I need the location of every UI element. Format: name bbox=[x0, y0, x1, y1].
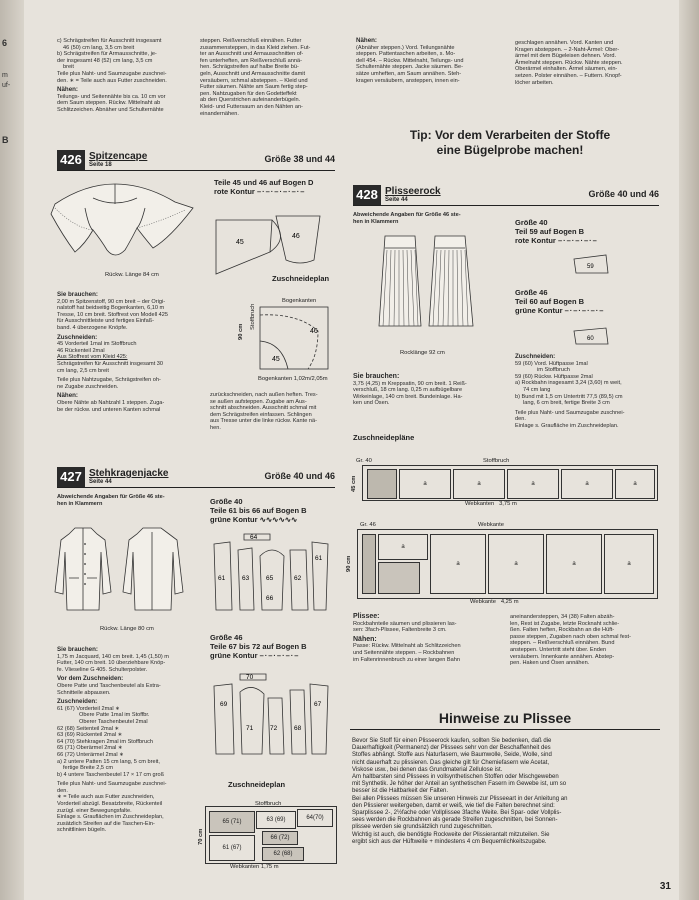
plan-top-label: Stoffbruch bbox=[483, 458, 510, 464]
model-428-plan-40 bbox=[362, 465, 658, 501]
piece-59-shape bbox=[572, 253, 612, 277]
plan-bottom-label: Bogenkanten 1,02m/2,05m bbox=[258, 376, 328, 382]
model-page-ref: Seite 44 bbox=[89, 479, 112, 485]
plan-piece: a bbox=[507, 469, 559, 499]
intro-mid-text: steppen. Reißverschluß einnähen. Futter zusammensteppen, in das Kleid ziehen. Fut- ter an Ausschnitt und Armausschnitten of- fen unterheften, am Reißverschluß annä- hen. Schrägstreifen auf halbe Breite bü- geln, Ausschnitt und Armausschnitte damit versäubern, schmal absteppen. – Kleid und Futter säumen. Nähte am Saum fertig step- pen. Nahtzugaben für den Godetteffekt ab den Querstrichen aufeinanderbügeln. Kleid- und Futtersaum an den Nähten an- einandernähen. bbox=[200, 38, 311, 117]
page-edge bbox=[679, 0, 699, 900]
model-number: 427 bbox=[57, 467, 85, 487]
plan-piece: 61 (67) bbox=[209, 835, 255, 861]
svg-text:62: 62 bbox=[294, 575, 302, 582]
page-number: 31 bbox=[659, 881, 671, 892]
svg-text:63: 63 bbox=[242, 575, 250, 582]
model-428-deviation: Abweichende Angaben für Größe 46 ste- hen in Klammern bbox=[353, 212, 461, 225]
plan-piece: 62 (68) bbox=[262, 847, 304, 861]
model-427-g46: Größe 46 Teile 67 bis 72 auf Bogen B grüne Kontur –·–·–·–·– bbox=[210, 633, 307, 660]
plan-piece: a bbox=[399, 469, 451, 499]
spine-number: 6 bbox=[2, 38, 8, 48]
model-427-cutting-plan bbox=[205, 806, 337, 864]
plan-bottom-label: Webkanten 1,75 m bbox=[230, 864, 279, 870]
hinweise-title: Hinweise zu Plissee bbox=[350, 710, 660, 730]
plan-piece: a bbox=[378, 534, 428, 560]
plan-piece: 63 (69) bbox=[256, 811, 296, 829]
svg-text:61: 61 bbox=[218, 575, 226, 582]
plan-piece: a bbox=[546, 534, 602, 594]
model-427-g40: Größe 40 Teile 61 bis 66 auf Bogen B grüne Kontur ∿∿∿∿∿∿ bbox=[210, 497, 307, 524]
plan-piece: 65 (71) bbox=[209, 811, 255, 833]
model-426-text-cont: zurückschneiden, nach außen heften. Tres- se außen aufsteppen. Zugabe am Aus- schnitt abschneiden. Ausschnitt schmal mit dem Schrägstreifen einfassen. Schlingen aus Tresse unter die linke rückw. Kante nä- hen. bbox=[210, 392, 318, 431]
svg-text:70: 70 bbox=[246, 674, 254, 681]
piece-60-shape bbox=[572, 326, 612, 348]
spine-mark: B bbox=[2, 135, 9, 145]
model-428-plissee: Plissee: Rockbahnteile säumen und plissieren las- sen: 3fach-Plissee, Faltenbreite 3 cm. Nähen: Passe: Rückw. Mittelnaht ab Schlitzzeichen und Seitennähte steppen. – Rockbahnen im Faltenrinnenbruch zu einer langen Bahn bbox=[353, 613, 461, 663]
intro-far-text: geschlagen annähen. Vord. Kanten und Kragen absteppen. – 2-Naht-Ärmel: Ober- ärmel mit dem Bügeleisen dehnen. Vord. Ärmelnaht steppen. Rückw. Nähte steppen. Oberärmel einhalten. Ärmel säumen, ein- setzen. Polster einnähen. – Futtern. Knopf- löcher arbeiten. bbox=[515, 40, 623, 86]
plan-piece: a bbox=[430, 534, 486, 594]
plan-piece: 64(70) bbox=[297, 809, 333, 827]
plan-size-label: Gr. 46 bbox=[360, 522, 376, 528]
model-427-header bbox=[57, 467, 335, 488]
model-size: Größe 38 und 44 bbox=[264, 154, 335, 164]
model-427-caption: Rückw. Länge 80 cm bbox=[100, 626, 154, 632]
model-426-caption: Rückw. Länge 84 cm bbox=[105, 272, 159, 278]
model-428-g40: Größe 40 Teil 59 auf Bogen B rote Kontur –·–·–·–·– bbox=[515, 218, 598, 245]
model-428-caption: Rocklänge 92 cm bbox=[400, 350, 445, 356]
model-428-plan-46 bbox=[357, 529, 658, 599]
plan-bottom-label: Webkanten 3,75 m bbox=[465, 501, 517, 507]
plan-top-label: Webkante bbox=[478, 522, 504, 528]
plan-dimension: 45 cm bbox=[351, 475, 357, 492]
piece-46: 46 bbox=[292, 233, 300, 240]
intro-left-text: c) Schrägstreifen für Ausschnitt insgesamt 46 (50) cm lang, 3,5 cm breit b) Schrägstreifen für Armausschnitte, je- der insgesamt 48 (52) cm lang, 3,5 cm breit Teile plus Naht- und Saumzugabe zuschnei- den. ∗ = Teile auch aus Futter zuschneiden. Nähen: Teilungs- und Seitennähte bis ca. 10 cm vor dem Saum steppen. Rückw. Mittelnaht ab Schlitzzeichen. Abnäher und Schulternähte bbox=[57, 38, 167, 113]
model-428-plan-title: Zuschneidepläne bbox=[353, 433, 415, 442]
svg-text:69: 69 bbox=[220, 701, 228, 708]
hinweise-text: Bevor Sie Stoff für einen Plisseerock kaufen, sollten Sie bedenken, daß die Dauerhaftigkeit (Permanenz) der Plissees sehr von der Beschaffenheit des Stoffes abhängt. Stoffe aus Naturfasern, wie Baumwolle, Seide, Wolle, sind nicht dauerhaft zu plissieren. Das gleiche gilt für Chemiefasern wie Acetat, Viskose usw., bei denen das Grundmaterial Zellulose ist. Am haltbarsten sind Plissees in vollsynthetischen Stoffen oder Mischgeweben mit Synthetik. Je höher der Anteil an synthetischen Fasern im Gewebe ist, um so besser ist die Haltbarkeit der Falten. Bei allen Plissees müssen Sie unseren Hinweis zur Plisseeart in der Anleitung an den Plissierer weitergeben, damit er weiß, wie tief die Falten berechnet sind: Sparplissee 2-, 2½fache oder Vollplissee 3fache Weite. Bei Spar- oder Vollplis- sees werden die Rockbahnen als gerade Streifen zugeschnitten, bei Sonnen- plissee werden sie grundsätzlich rund zugeschnitten. Wichtig ist auch, die benötigte Rockweite der Plissierantalt mitzuteilen. Sie ergibt sich aus der Hüftweite + mindestens 4 cm Bequemlichkeitszugabe. bbox=[352, 738, 568, 845]
plan-piece: a bbox=[488, 534, 544, 594]
tip-banner: Tip: Vor dem Verarbeiten der Stoffe eine Bügelprobe machen! bbox=[409, 128, 611, 157]
model-426-teile: Teile 45 und 46 auf Bogen D rote Kontur –·–·–·–·–·– bbox=[214, 178, 314, 196]
svg-text:45: 45 bbox=[272, 356, 280, 363]
model-427-pattern-40 bbox=[210, 530, 335, 620]
plan-piece bbox=[362, 534, 376, 594]
model-428-header bbox=[353, 185, 659, 206]
svg-text:46: 46 bbox=[310, 328, 318, 335]
piece-45: 45 bbox=[236, 239, 244, 246]
intro-right-text: Nähen: (Abnäher steppen.) Vord. Teilungsnähte steppen. Pattentaschen arbeiten, s. Mo- dell 454. – Rückw. Mittelnaht, Teilungs- und Schulternähte steppen. Jacke säumen. Be- sätze umheften, am Saum annähen. Steh- kragen versäubern, ansteppen, innen ein- bbox=[356, 37, 464, 84]
plan-dimension: 90 cm bbox=[238, 323, 244, 340]
plan-piece: 66 (72) bbox=[262, 831, 298, 845]
plan-piece bbox=[378, 562, 420, 594]
spine-mark: m bbox=[2, 72, 8, 79]
plan-dimension: 70 cm bbox=[198, 828, 204, 845]
plan-top-label: Stoffbruch bbox=[255, 801, 282, 807]
model-426-plan-title: Zuschneideplan bbox=[272, 274, 330, 283]
plan-side-label: Stoffbruch bbox=[250, 303, 256, 330]
model-427-deviation: Abweichende Angaben für Größe 46 ste- hen in Klammern bbox=[57, 494, 165, 507]
model-title: Stehkragenjacke bbox=[89, 468, 169, 479]
model-size: Größe 40 und 46 bbox=[588, 189, 659, 199]
svg-text:64: 64 bbox=[250, 534, 258, 541]
svg-text:66: 66 bbox=[266, 595, 274, 602]
model-size: Größe 40 und 46 bbox=[264, 471, 335, 481]
svg-text:59: 59 bbox=[587, 264, 594, 270]
svg-text:65: 65 bbox=[266, 575, 274, 582]
model-number: 426 bbox=[57, 150, 85, 170]
model-title: Spitzencape bbox=[89, 151, 148, 162]
svg-text:72: 72 bbox=[270, 725, 278, 732]
plan-size-label: Gr. 40 bbox=[356, 458, 372, 464]
plan-top-label: Bogenkanten bbox=[282, 298, 317, 304]
model-426-text: Sie brauchen: 2,00 m Spitzenstoff, 90 cm breit – der Origi- nalstoff hat beidseitig Bogenkanten, 6,10 m Tresse, 10 cm breit. Stoffrest von Modell 425 für Ausschnittleiste und fertiges Einfaß- band. 4 überzogene Knöpfe. Zuschneiden: 45 Vorderteil 1mal im Stoffbruch 46 Rückenteil 2mal Aus Stoffrest vom Kleid 425: Schrägstreifen für Ausschnitt insgesamt 30 cm lang, 2,5 cm breit Teile plus Nahtzugabe, Schrägstreifen oh- ne Zugabe zuschneiden. Nähen: Obere Nähte ab Nahtzahl 1 steppen. Zuga- be der rückw. und unteren Kanten schmal bbox=[57, 291, 168, 413]
model-428-sie-brauchen: Sie brauchen: 3,75 (4,25) m Kreppsatin, 90 cm breit. 1 Reiß- verschluß, 18 cm lang. 0,25 m aufbügelbare Wirkeinlage, 140 cm breit. Bundeinlage. Ha- ken und Ösen. bbox=[353, 373, 467, 407]
model-428-naehen-cont: aneinandersteppen, 34 (38) Falten abzäh- len, Rest ist Zugabe, letzte Rocknaht schlie- ßen. Falten heften, Rockbahn an die Hüft- passe steppen, Zugaben nach oben schmal fest- steppen. – Reißverschluß einnähen. Bund ansteppen. Untertritt steht über. Enden versäubern. Innenkante annähen. Abstep- pen. Haken und Ösen annähen. bbox=[510, 614, 631, 667]
plan-piece: a bbox=[453, 469, 505, 499]
plan-piece: a bbox=[615, 469, 655, 499]
model-page-ref: Seite 44 bbox=[385, 197, 408, 203]
model-title: Plisseerock bbox=[385, 186, 441, 197]
model-426-header bbox=[57, 150, 335, 171]
model-428-zuschneiden: Zuschneiden: 59 (60) Vord. Hüftpasse 1mal im Stoffbruch 59 (60) Rückw. Hüftpasse 2mal a) Rockbahn insgesamt 3,24 (3,60) m weit, 74 cm lang b) Bund mit 1,5 cm Untertritt 77,5 (89,5) cm lang, 6 cm breit, fertige Breite 3 cm Teile plus Naht- und Saumzugabe zuschnei- den. Einlage s. Graufläche im Zuschneideplan. bbox=[515, 353, 625, 429]
model-427-plan-title: Zuschneideplan bbox=[228, 780, 286, 789]
cape-illustration bbox=[45, 178, 195, 270]
model-page-ref: Seite 18 bbox=[89, 162, 112, 168]
skirt-illustration bbox=[375, 230, 485, 340]
plan-piece bbox=[367, 469, 397, 499]
plan-piece: a bbox=[561, 469, 613, 499]
model-426-cutting-plan bbox=[258, 305, 333, 373]
plan-dimension: 90 cm bbox=[346, 555, 352, 572]
plan-bottom-label: Webkante 4,25 m bbox=[470, 599, 519, 605]
jacket-illustration bbox=[45, 522, 195, 622]
model-428-g46: Größe 46 Teil 60 auf Bogen B grüne Kontur –·–·–·–·– bbox=[515, 288, 605, 315]
plan-piece: a bbox=[604, 534, 654, 594]
svg-text:61: 61 bbox=[315, 555, 323, 562]
model-number: 428 bbox=[353, 185, 381, 205]
model-427-text: Sie brauchen: 1,75 m Jacquard, 140 cm breit. 1,45 (1,50) m Futter, 140 cm breit. 10 überziehbare Knöp- fe. Vlieseline G 405. Schulterpolster. Vor dem Zuschneiden: Obere Patte und Taschenbeutel als Extra- Schnitteile abpausen. Zuschneiden: 61 (67) Vorderteil 2mal ∗ Obere Patte 1mal im Stoffbr. Oberer Taschenbeutel 2mal 62 (68) Seitenteil 2mal ∗ 63 (69) Rückenteil 2mal ∗ 64 (70) Stehkragen 2mal im Stoffbruch 65 (71) Oberärmel 2mal ∗ 66 (72) Unterärmel 2mal ∗ a) 2 untere Patten 15 cm lang, 5 cm breit, fertige Breite 2,5 cm b) 4 untere Taschenbeutel 17 × 17 cm groß Teile plus Naht- und Saumzugabe zuschnei- den. ∗ = Teile auch aus Futter zuschneiden, Vorderteil abzügl. Besatzbreite, Rückenteil zuzügl. einer Bewegungsfalte. Einlage s. Grauflächen im Zuschneideplan, zusätzlich Streifen auf die Taschen-Ein- schnittlinien bügeln. bbox=[57, 646, 169, 834]
svg-text:67: 67 bbox=[314, 701, 322, 708]
svg-text:60: 60 bbox=[587, 336, 594, 342]
svg-text:68: 68 bbox=[294, 725, 302, 732]
spine-mark: uf- bbox=[2, 82, 11, 89]
svg-text:71: 71 bbox=[246, 725, 254, 732]
model-427-pattern-46 bbox=[210, 670, 335, 762]
